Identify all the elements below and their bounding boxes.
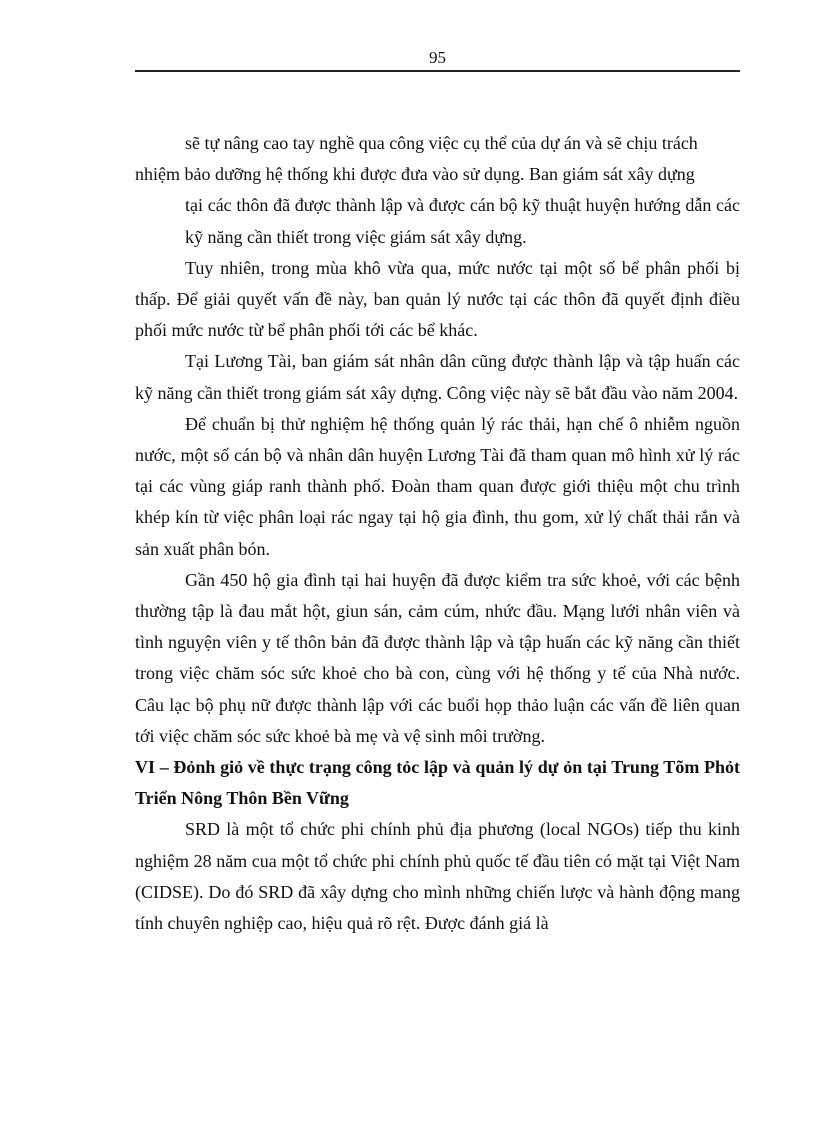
paragraph: Gần 450 hộ gia đình tại hai huyện đã được kiểm tra sức khoẻ, với các bệnh thường tập là đau mắt hột, giun sán, cảm cúm, nhức đầu. Mạng lưới nhân viên và tình nguyện viên y tế thôn bản đã được thành lập và tập huấn các kỹ năng cần thiết trong việc chăm sóc sức khoẻ cho bà con, cùng với hệ thống y tế của Nhà nước. Câu lạc bộ phụ nữ được thành lập với các buổi họp thảo luận các vấn đề liên quan tới việc chăm sóc sức khoẻ bà mẹ và vệ sinh môi trường. xyxy=(135,569,740,746)
section-heading: VI – Đỏnh giỏ về thực trạng công tỏc lập và quản lý dự ỏn tại Trung Tõm Phỏt Triển Nông Thôn Bền Vững xyxy=(135,757,740,809)
document-body xyxy=(135,128,740,939)
page-number: 95 xyxy=(429,48,446,67)
paragraph: Tại Lương Tài, ban giám sát nhân dân cũng được thành lập và tập huấn các kỹ năng cần thiết trong giám sát xây dựng. Công việc này sẽ bắt đầu vào năm 2004. xyxy=(135,351,740,403)
page-header xyxy=(135,48,740,72)
paragraph: SRD là một tổ chức phi chính phủ địa phương (local NGOs) tiếp thu kinh nghiệm 28 năm cua một tổ chức phi chính phủ quốc tế đầu tiên có mặt tại Việt Nam (CIDSE). Do đó SRD đã xây dựng cho mình những chiến lược và hành động mang tính chuyên nghiệp cao, hiệu quả rõ rệt. Được đánh giá là xyxy=(135,819,740,934)
paragraph: nhiệm bảo dưỡng hệ thống khi được đưa vào sử dụng. Ban giám sát xây dựng xyxy=(135,164,695,185)
paragraph: Tuy nhiên, trong mùa khô vừa qua, mức nước tại một số bể phân phối bị thấp. Để giải quyết vấn đề này, ban quản lý nước tại các thôn đã quyết định điều phối mức nước từ bể phân phối tới các bể khác. xyxy=(135,257,740,341)
paragraph: sẽ tự nâng cao tay nghề qua công việc cụ thể của dự án và sẽ chịu trách xyxy=(185,133,698,153)
paragraph: Để chuẩn bị thử nghiệm hệ thống quản lý rác thải, hạn chế ô nhiễm nguồn nước, một số cán bộ và nhân dân huyện Lương Tài đã tham quan mô hình xử lý rác tại các vùng giáp ranh thành phố. Đoàn tham quan được giới thiệu một chu trình khép kín từ việc phân loại rác ngay tại hộ gia đình, thu gom, xử lý chất thải rắn và sản xuất phân bón. xyxy=(135,413,740,559)
paragraph: tại các thôn đã được thành lập và được cán bộ kỹ thuật huyện hướng dẫn các kỹ năng cần thiết trong việc giám sát xây dựng. xyxy=(185,195,740,247)
